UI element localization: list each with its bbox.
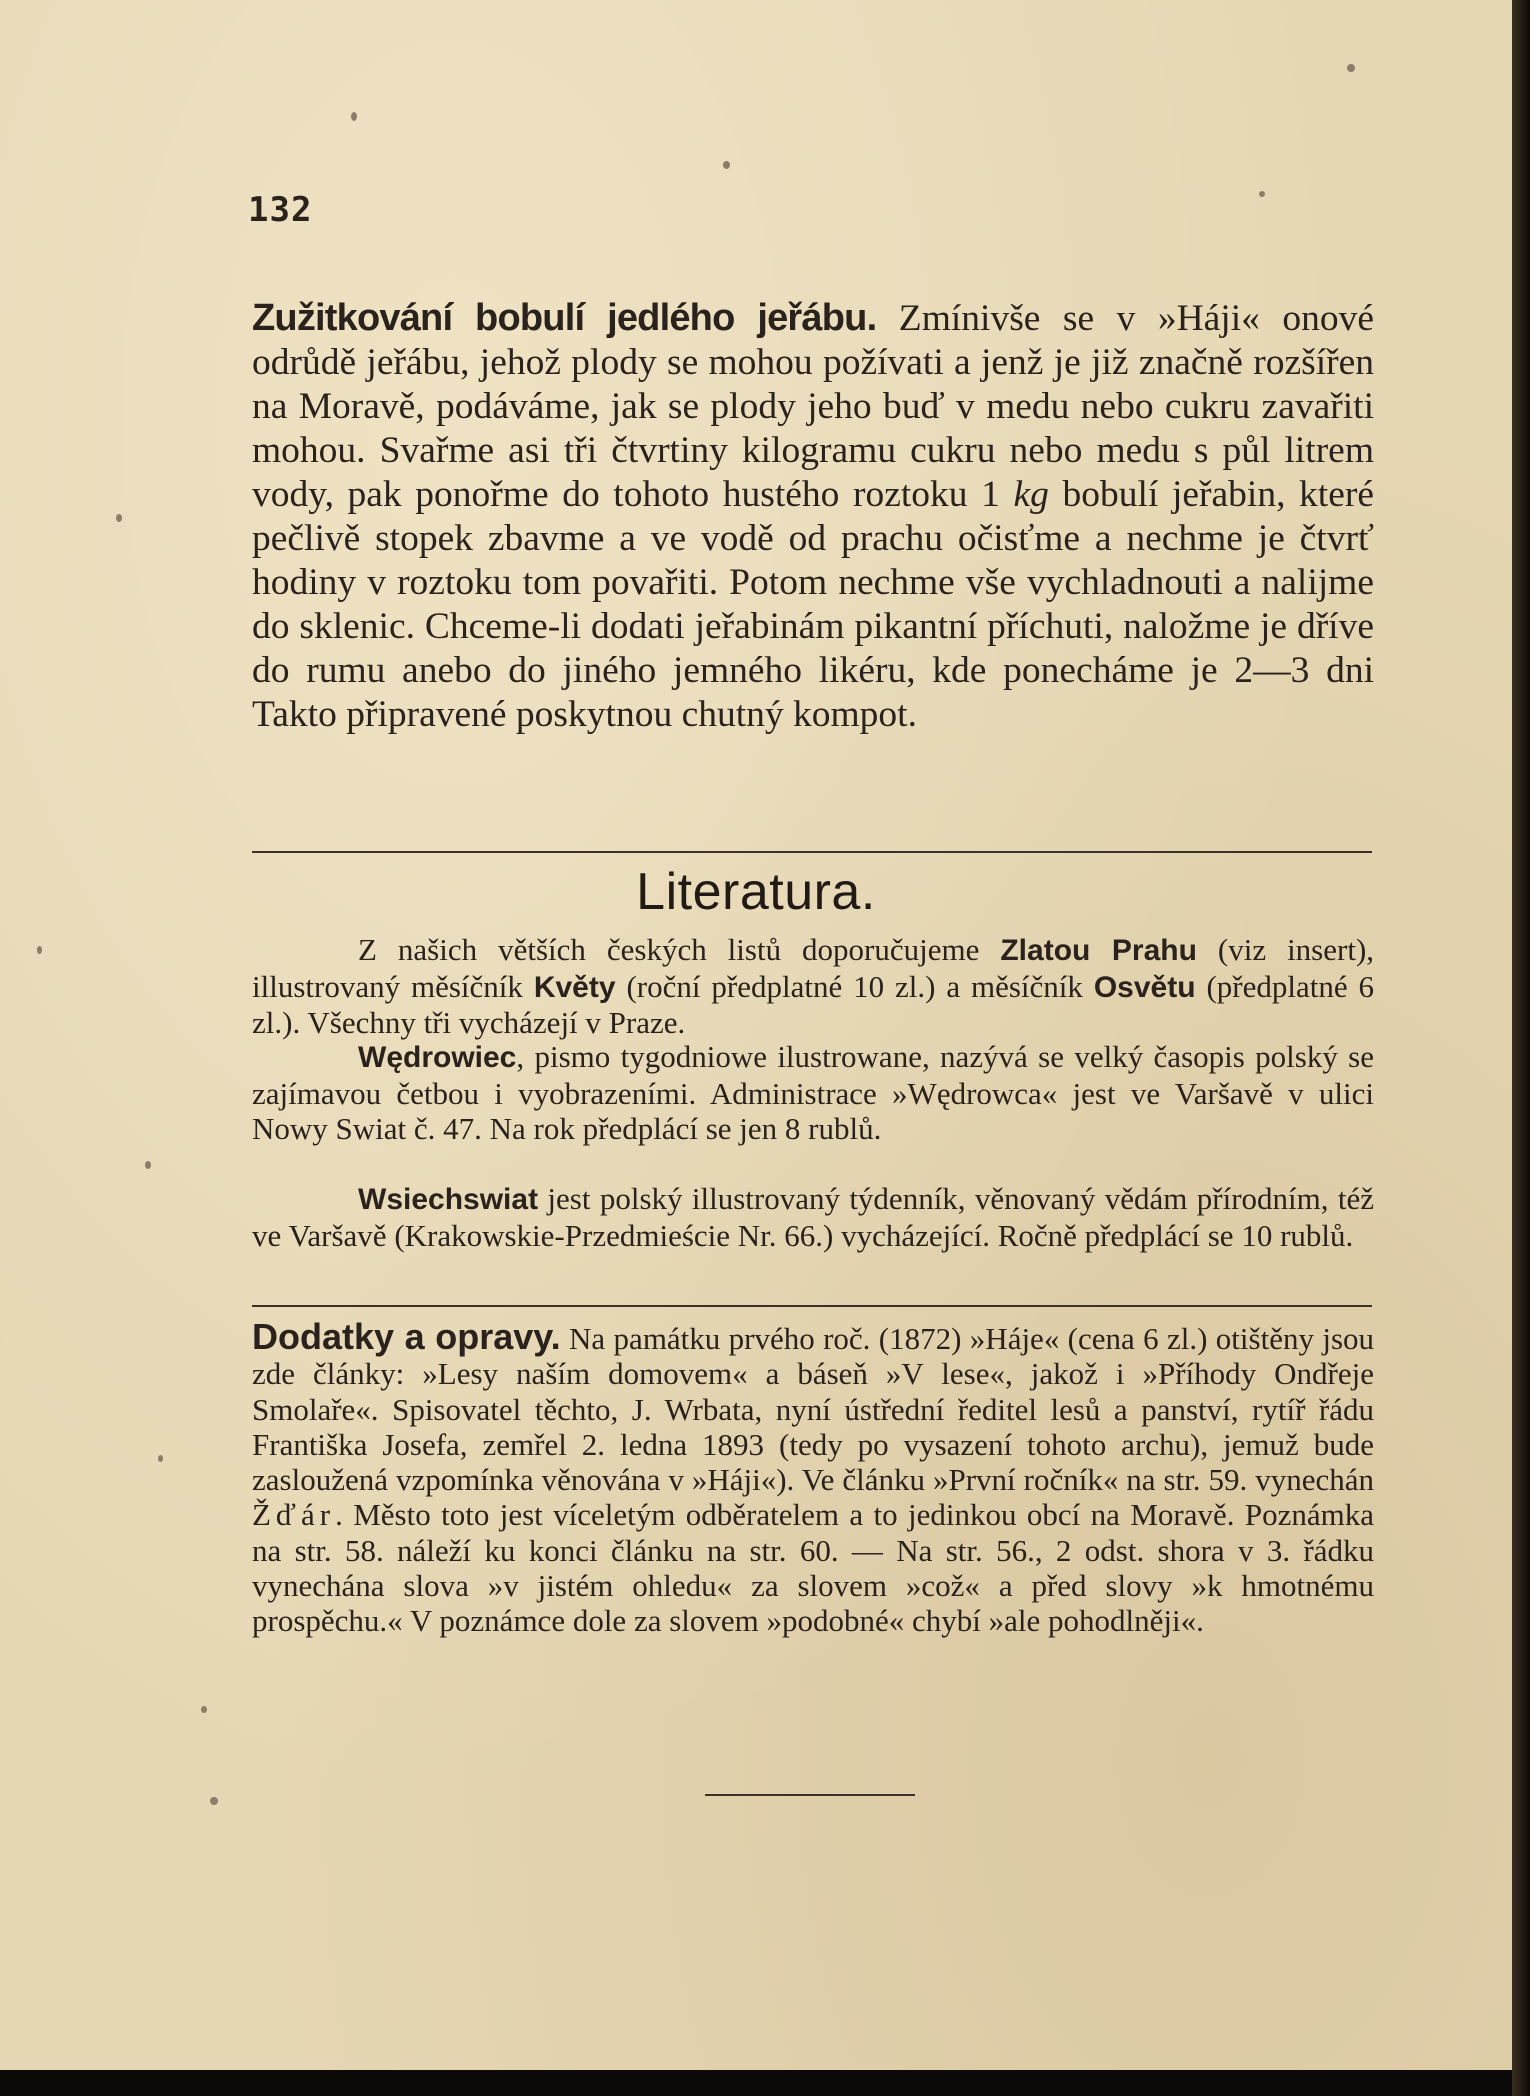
speck	[351, 112, 357, 121]
literatura-p2-text: , pismo tygodniowe ilustrowane, nazývá se velký časopis polský se zajímavou četbou i vyobrazeními. Administrace »Wędrowca« jest ve Varšavě v ulici Nowy Swiat č. 47. Na rok předplácí se jen 8 rublů.	[252, 1039, 1374, 1146]
article-body-continued: bobulí jeřabin, které pečlivě stopek zbavme a ve vodě od prachu očisťme a nechme je čtvrť hodiny v roztoku tom povařiti. Potom nechme vše vychladnouti a nalijme do sklenic. Chceme-li dodati jeřabinám pikantní příchuti, naložme je dříve do rumu anebo do jiného jemného likéru, kde ponecháme je 2—3 dni Takto připravené poskytnou chutný kompot.	[252, 474, 1375, 735]
literatura-p1-text-3: (roční předplatné 10 zl.) a měsíčník	[626, 968, 1083, 1004]
dodatky-text-2: . Město toto jest víceletým odběratelem a to jedinkou obcí na Moravě. Poznámka na str. 58. náleží ku konci článku na str. 60. — Na str. 56., 2 odst. shora v 3. řádku vynechána slova »v jistém ohledu« za slovem »což« a před slovy »k hmotnému prospěchu.« V poznámce dole za slovem »podobné« chybí »ale pohodlněji«.	[252, 1497, 1374, 1639]
osveta-title: Osvětu	[1093, 970, 1196, 1004]
speck	[37, 946, 42, 954]
literatura-p1-text-1: Z našich větších českých listů doporučujeme	[358, 932, 980, 967]
speck	[201, 1706, 207, 1713]
section-divider	[252, 1305, 1372, 1307]
dodatky-spaced-word: Žďár	[252, 1497, 336, 1533]
speck	[1347, 64, 1355, 72]
literatura-p1-text-2: (viz insert), illustrovaný měsíčník	[252, 932, 1375, 1004]
speck	[1259, 191, 1265, 197]
speck	[723, 161, 730, 169]
zlata-praha-title: Zlatou Prahu	[1000, 934, 1197, 967]
speck	[145, 1161, 151, 1169]
dodatky-heading: Dodatky a opravy.	[252, 1316, 561, 1357]
dodatky-text-1: Na památku prvého roč. (1872) »Háje« (cena 6 zl.) otištěny jsou zde články: »Lesy naším domovem« a báseň »V lese«, jakož i »Příhody Ondřeje Smolaře«. Spisovatel těchto, J. Wrbata, nyní ústřední ředitel lesů a panství, rytíř řádu Františka Josefa, zemřel 2. ledna 1893 (tedy po vysazení tohoto archu), jemuž bude zasloužená vzpomínka věnována v »Háji«). Ve článku »První ročník« na str. 59. vynechán	[252, 1321, 1375, 1498]
literatura-paragraph-1	[252, 932, 1374, 1041]
article-heading: Zužitkování bobulí jedlého jeřábu.	[252, 297, 877, 339]
article-paragraph	[252, 296, 1374, 737]
speck	[116, 514, 122, 522]
article-body: Zmínivše se v »Háji« onové odrůdě jeřábu, jehož plody se mohou požívati a jenž je již značně rozšířen na Moravě, podáváme, jak se plody jeho buď v medu nebo cukru zavařiti mohou. Svařme asi tři čtvrtiny kilogramu cukru nebo medu s půl litrem vody, pak ponořme do tohoto hustého roztoku 1	[252, 298, 1374, 515]
page-number	[248, 190, 312, 230]
speck	[158, 1455, 163, 1462]
literatura-p3-text: jest polský illustrovaný týdenník, věnovaný vědám přírodním, též ve Varšavě (Krakowskie-Przedmieście Nr. 66.) vycházející. Ročně předplácí se 10 rublů.	[252, 1181, 1374, 1253]
speck	[210, 1797, 218, 1805]
wsiechswiat-title: Wsiechswiat	[358, 1183, 539, 1216]
scan-edge	[1512, 0, 1530, 2096]
literatura-p1-text-4: (předplatné 6 zl.). Všechny tři vycházejí v Praze.	[252, 968, 1375, 1040]
page-number-text: 132	[248, 190, 313, 230]
end-rule	[705, 1794, 915, 1796]
section-divider	[252, 851, 1372, 853]
dodatky-paragraph	[252, 1316, 1375, 1639]
literatura-paragraph-3	[252, 1181, 1374, 1253]
literatura-paragraph-2	[252, 1039, 1374, 1147]
article-unit: kg	[1013, 474, 1049, 515]
kvety-title: Květy	[533, 970, 616, 1004]
wedrowiec-title: Wędrowiec	[358, 1041, 517, 1074]
literatura-title: Literatura.	[636, 863, 876, 921]
